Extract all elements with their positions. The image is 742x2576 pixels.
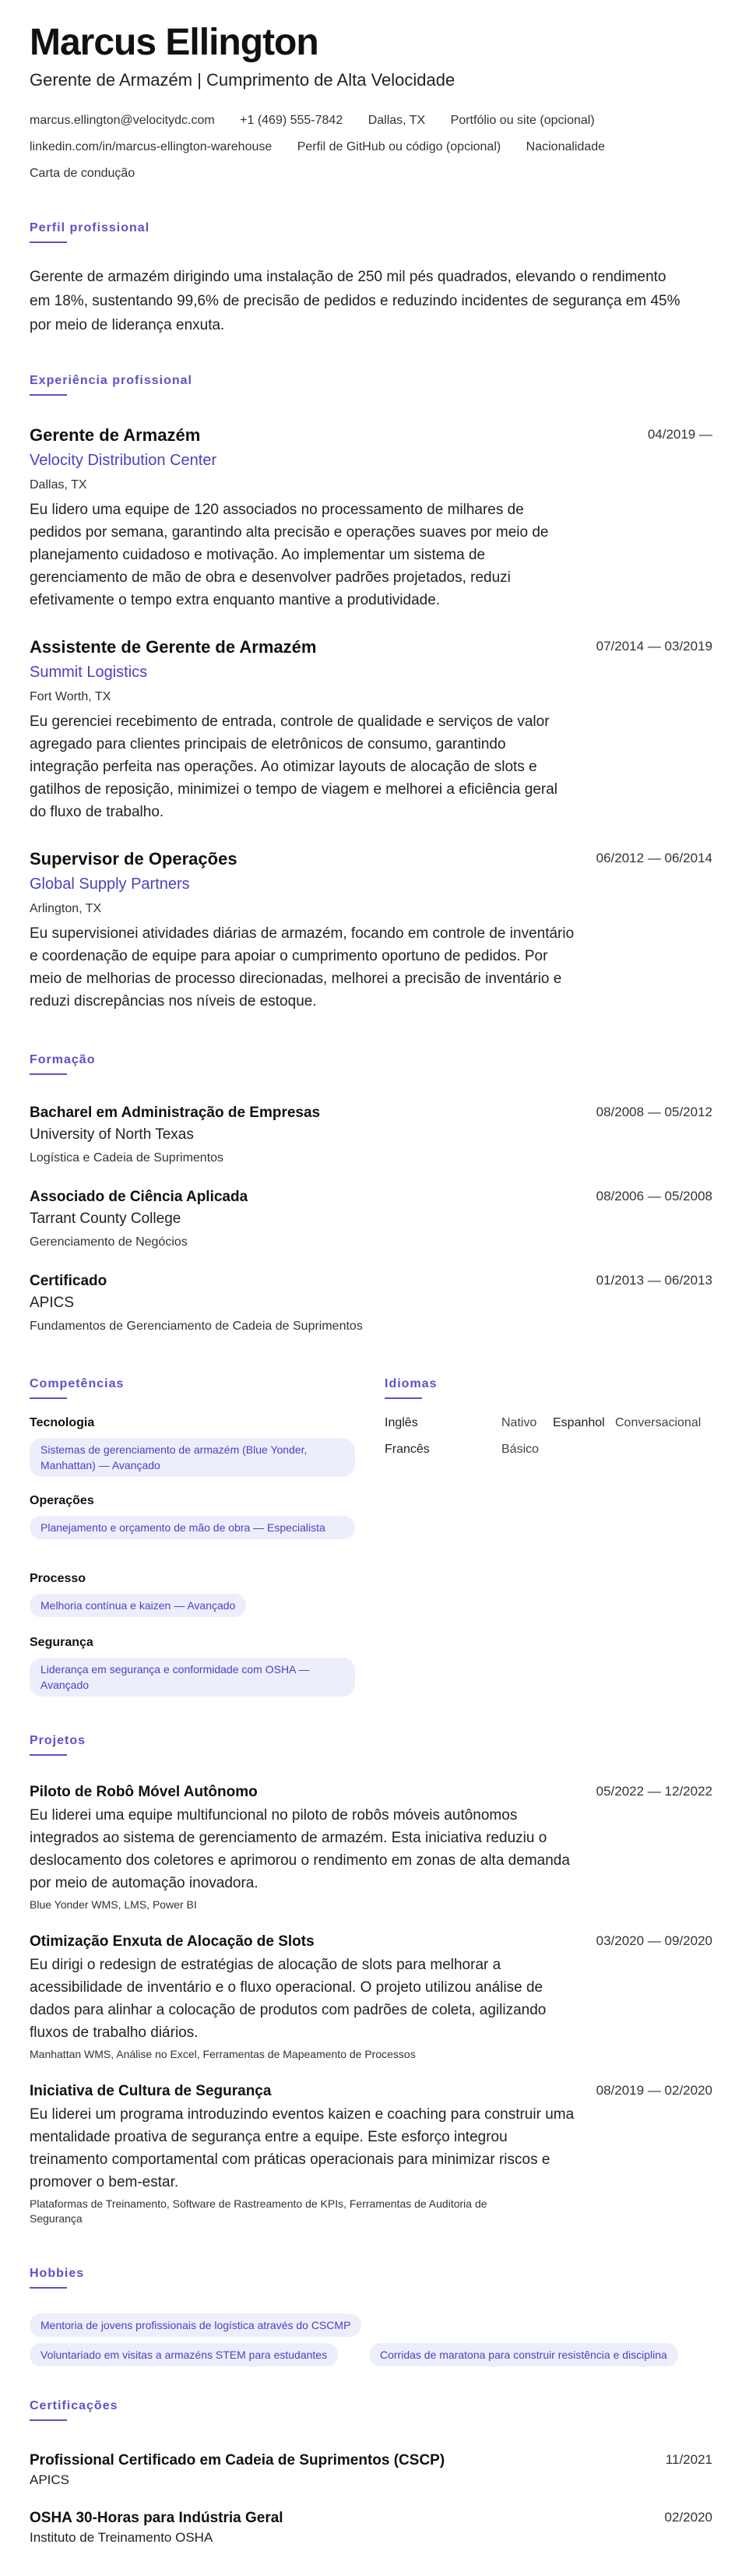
hobbies-section-title: Hobbies bbox=[30, 2267, 85, 2280]
job-company: Global Supply Partners bbox=[30, 876, 190, 893]
education-school: University of North Texas bbox=[30, 1126, 194, 1143]
hobby-pill: Voluntariado em visitas a armazéns STEM para estudantes bbox=[30, 2343, 338, 2366]
section-divider bbox=[30, 2287, 67, 2289]
skill-pill: Sistemas de gerenciamento de armazém (Blue Yonder, Manhattan) — Avançado bbox=[30, 1438, 355, 1477]
certification-issuer: Instituto de Treinamento OSHA bbox=[30, 2530, 213, 2545]
skill-pill: Planejamento e orçamento de mão de obra — Especialista bbox=[30, 1516, 355, 1539]
job-company: Summit Logistics bbox=[30, 664, 148, 681]
certification-title: OSHA 30-Horas para Indústria Geral bbox=[30, 2510, 283, 2526]
section-divider bbox=[30, 1397, 67, 1399]
skill-pill: Melhoria contínua e kaizen — Avançado bbox=[30, 1594, 246, 1617]
hobby-pill: Corridas de maratona para construir resistência e disciplina bbox=[369, 2343, 678, 2366]
job-location: Arlington, TX bbox=[30, 902, 102, 915]
education-school: Tarrant County College bbox=[30, 1210, 181, 1227]
education-date: 08/2006 — 05/2008 bbox=[596, 1189, 712, 1203]
project-date: 03/2020 — 09/2020 bbox=[596, 1933, 712, 1948]
contact-nationality: Nacionalidade bbox=[526, 140, 606, 153]
job-date: 04/2019 — bbox=[647, 427, 712, 442]
section-divider bbox=[30, 1073, 67, 1075]
education-section-title: Formação bbox=[30, 1053, 96, 1066]
contact-license: Carta de condução bbox=[30, 167, 135, 180]
project-technologies: Blue Yonder WMS, LMS, Power BI bbox=[30, 1898, 197, 1911]
project-date: 08/2019 — 02/2020 bbox=[596, 2083, 712, 2098]
language-name: Francês bbox=[385, 1443, 430, 1456]
contact-github[interactable]: Perfil de GitHub ou código (opcional) bbox=[297, 140, 501, 153]
job-description: Eu gerenciei recebimento de entrada, controle de qualidade e serviços de valor agregado para clientes principais de eletrônicos de consumo, garantindo integração perfeita nas operações. Ao otimizar layouts de alocação de slots e gatilhos de reposição, minimizei o tempo de viagem e melhorei a eficiência geral do fluxo de trabalho. bbox=[30, 714, 558, 820]
projects-section-title: Projetos bbox=[30, 1734, 86, 1747]
job-title: Supervisor de Operações bbox=[30, 849, 237, 869]
project-technologies: Plataformas de Treinamento, Software de Rastreamento de KPIs, Ferramentas de Auditoria de Segurança bbox=[30, 2197, 487, 2225]
experience-section-title: Experiência profissional bbox=[30, 374, 192, 387]
section-divider bbox=[30, 2419, 67, 2421]
project-technologies: Manhattan WMS, Análise no Excel, Ferramentas de Mapeamento de Processos bbox=[30, 2048, 416, 2060]
education-degree: Bacharel em Administração de Empresas bbox=[30, 1105, 321, 1121]
hobby-pill: Mentoria de jovens profissionais de logística através do CSCMP bbox=[30, 2313, 361, 2337]
education-school: APICS bbox=[30, 1295, 75, 1311]
education-degree: Associado de Ciência Aplicada bbox=[30, 1189, 248, 1205]
skill-pill: Liderança em segurança e conformidade com OSHA — Avançado bbox=[30, 1658, 355, 1697]
languages-section-title: Idiomas bbox=[385, 1377, 438, 1390]
education-field: Fundamentos de Gerenciamento de Cadeia de Suprimentos bbox=[30, 1320, 363, 1333]
job-location: Fort Worth, TX bbox=[30, 690, 111, 703]
language-level: Básico bbox=[501, 1443, 540, 1456]
section-divider bbox=[30, 394, 67, 396]
candidate-headline: Gerente de Armazém | Cumprimento de Alta Velocidade bbox=[30, 70, 455, 90]
education-field: Gerenciamento de Negócios bbox=[30, 1235, 188, 1249]
job-date: 07/2014 — 03/2019 bbox=[596, 639, 712, 654]
language-name: Espanhol bbox=[553, 1416, 605, 1429]
certification-date: 02/2020 bbox=[664, 2510, 712, 2525]
project-title: Piloto de Robô Móvel Autônomo bbox=[30, 1784, 258, 1800]
contact-linkedin[interactable]: linkedin.com/in/marcus-ellington-warehouse bbox=[30, 140, 273, 153]
contact-phone[interactable]: +1 (469) 555-7842 bbox=[240, 114, 343, 127]
language-level: Conversacional bbox=[615, 1416, 702, 1429]
job-company: Velocity Distribution Center bbox=[30, 452, 217, 469]
job-date: 06/2012 — 06/2014 bbox=[596, 851, 712, 865]
certification-title: Profissional Certificado em Cadeia de Suprimentos (CSCP) bbox=[30, 2452, 445, 2469]
project-date: 05/2022 — 12/2022 bbox=[596, 1784, 712, 1799]
job-title: Gerente de Armazém bbox=[30, 425, 201, 445]
language-level: Nativo bbox=[501, 1416, 537, 1429]
project-title: Otimização Enxuta de Alocação de Slots bbox=[30, 1933, 315, 1950]
project-description: Eu dirigi o redesign de estratégias de alocação de slots para melhorar a acessibilidade de inventário e o fluxo operacional. O projeto utilizou análise de dados para alinhar a colocação de produtos com padrões de coleta, agilizando fluxos de trabalho diários. bbox=[30, 1957, 547, 2041]
contact-row-3 bbox=[30, 167, 156, 181]
candidate-name: Marcus Ellington bbox=[30, 22, 318, 63]
contact-portfolio[interactable]: Portfólio ou site (opcional) bbox=[450, 114, 595, 127]
certifications-section-title: Certificações bbox=[30, 2399, 118, 2412]
education-date: 01/2013 — 06/2013 bbox=[596, 1273, 712, 1288]
project-description: Eu liderei uma equipe multifuncional no piloto de robôs móveis autônomos integrados ao sistema de gerenciamento de armazém. Esta iniciativa reduziu o deslocamento dos coletores e aprimorou o rendimento em zonas de alta demanda por meio de automação inovadora. bbox=[30, 1807, 570, 1891]
job-description: Eu supervisionei atividades diárias de armazém, focando em controle de inventário e coordenação de equipe para apoiar o cumprimento oportuno de pedidos. Por meio de melhorias de processo direcionadas, melhorei a precisão de inventário e reduzi discrepâncias nos níveis de estoque. bbox=[30, 925, 575, 1010]
profile-section-title: Perfil profissional bbox=[30, 221, 150, 234]
certification-issuer: APICS bbox=[30, 2472, 70, 2487]
skill-category: Processo bbox=[30, 1572, 86, 1585]
job-title: Assistente de Gerente de Armazém bbox=[30, 637, 317, 657]
skill-category: Operações bbox=[30, 1494, 94, 1507]
section-divider bbox=[30, 1754, 67, 1756]
skill-category: Tecnologia bbox=[30, 1416, 95, 1429]
project-title: Iniciativa de Cultura de Segurança bbox=[30, 2083, 272, 2099]
education-degree: Certificado bbox=[30, 1273, 107, 1289]
skill-category: Segurança bbox=[30, 1636, 93, 1649]
contact-row-2 bbox=[30, 140, 627, 154]
section-divider bbox=[30, 241, 67, 243]
job-description: Eu lidero uma equipe de 120 associados no processamento de milhares de pedidos por semana, garantindo alta precisão e operações suaves por meio de planejamento cuidadoso e motivação. Ao implementar um sistema de gerenciamento de mão de obra e desenvolver padrões projetados, reduzi efetivamente o tempo extra enquanto mantive a produtividade. bbox=[30, 502, 549, 608]
contact-email[interactable]: marcus.ellington@velocitydc.com bbox=[30, 114, 215, 127]
project-description: Eu liderei um programa introduzindo eventos kaizen e coaching para construir uma mentalidade proativa de segurança entre a equipe. Este esforço integrou treinamento comportamental com práticas operacionais para minimizar riscos e promover o bem-estar. bbox=[30, 2106, 575, 2190]
contact-row-1 bbox=[30, 114, 617, 128]
language-name: Inglês bbox=[385, 1416, 418, 1429]
education-date: 08/2008 — 05/2012 bbox=[596, 1105, 712, 1119]
contact-location: Dallas, TX bbox=[367, 114, 426, 127]
education-field: Logística e Cadeia de Suprimentos bbox=[30, 1151, 224, 1165]
certification-date: 11/2021 bbox=[665, 2452, 712, 2467]
section-divider bbox=[385, 1397, 422, 1399]
job-location: Dallas, TX bbox=[30, 478, 87, 492]
skills-section-title: Competências bbox=[30, 1377, 125, 1390]
profile-summary: Gerente de armazém dirigindo uma instalação de 250 mil pés quadrados, elevando o rendimento em 18%, sustentando 99,6% de precisão de pedidos e reduzindo incidentes de segurança em 45% por meio de liderança enxuta. bbox=[30, 269, 680, 333]
